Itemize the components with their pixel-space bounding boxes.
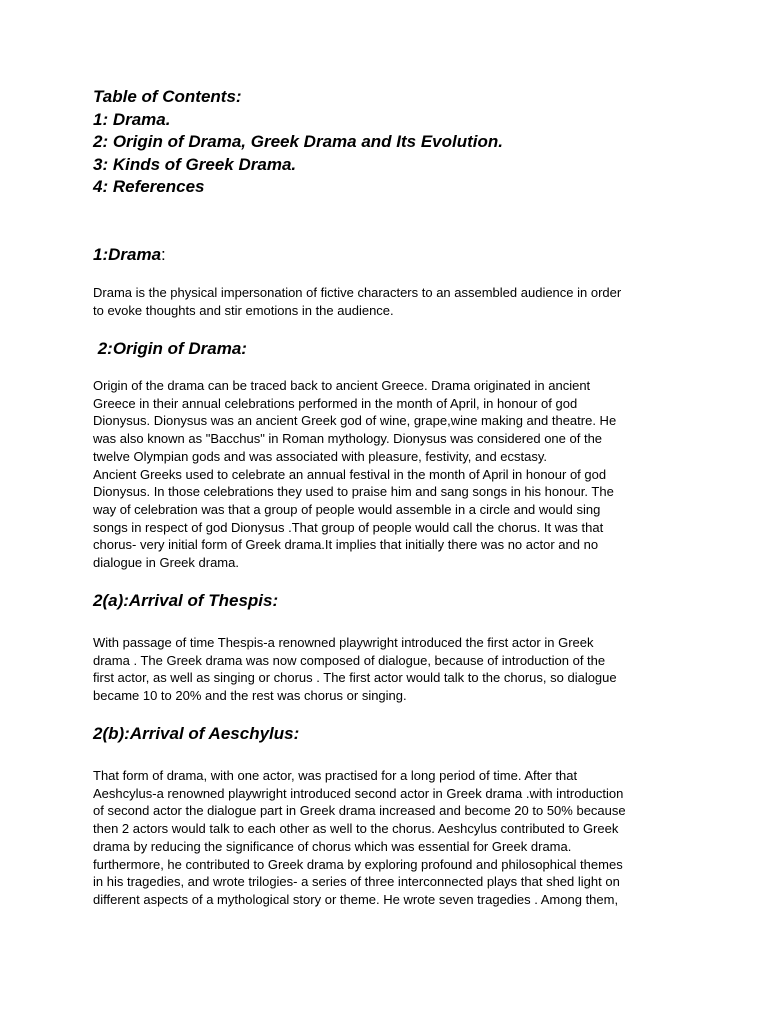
heading-text: 1:Drama bbox=[93, 245, 162, 264]
text-line: dialogue in Greek drama. bbox=[93, 555, 239, 571]
section-heading-drama bbox=[93, 244, 166, 266]
section-heading-aeschylus: 2(b):Arrival of Aeschylus: bbox=[93, 724, 300, 743]
toc-title: Table of Contents: bbox=[93, 87, 242, 106]
toc-item: 4: References bbox=[93, 177, 205, 196]
paragraph-drama bbox=[93, 284, 683, 319]
text-line: Drama is the physical impersonation of fictive characters to an assembled audience in order bbox=[93, 285, 622, 300]
text-line: Origin of the drama can be traced back to ancient Greece. Drama originated in ancient bbox=[93, 378, 591, 393]
text-line: then 2 actors would talk to each other as well to the chorus. Aeshcylus contributed to Greek bbox=[93, 821, 619, 837]
paragraph-origin bbox=[93, 377, 683, 572]
heading-colon: : bbox=[161, 245, 166, 264]
section-heading-origin: 2:Origin of Drama: bbox=[93, 339, 247, 358]
text-line: That form of drama, with one actor, was practised for a long period of time. After that bbox=[93, 768, 578, 783]
text-line: was also known as "Bacchus" in Roman mythology. Dionysus was considered one of the bbox=[93, 431, 603, 447]
text-line: With passage of time Thespis-a renowned playwright introduced the first actor in Greek bbox=[93, 635, 594, 650]
text-line: first actor, as well as singing or chorus . The first actor would talk to the chorus, so dialogue bbox=[93, 670, 617, 686]
text-line: became 10 to 20% and the rest was chorus or singing. bbox=[93, 688, 407, 704]
text-line: Aeshcylus-a renowned playwright introduced second actor in Greek drama .with introduction bbox=[93, 785, 624, 801]
toc-item: 2: Origin of Drama, Greek Drama and Its Evolution. bbox=[93, 132, 503, 151]
text-line: twelve Olympian gods and was associated with pleasure, festivity, and ecstasy. bbox=[93, 448, 548, 464]
text-line: Dionysus. In those celebrations they used to praise him and sang songs in his honour. The bbox=[93, 484, 614, 500]
text-line: in his tragedies, and wrote trilogies- a series of three interconnected plays that shed light on bbox=[93, 874, 620, 890]
text-line: drama . The Greek drama was now composed of dialogue, because of introduction of the bbox=[93, 652, 606, 668]
toc-item: 1: Drama. bbox=[93, 109, 171, 129]
text-line: Ancient Greeks used to celebrate an annual festival in the month of April in honour of god bbox=[93, 466, 607, 482]
text-line: different aspects of a mythological story or theme. He wrote seven tragedies . Among them, bbox=[93, 891, 619, 907]
text-line: way of celebration was that a group of people would assemble in a circle and would sing bbox=[93, 501, 601, 517]
paragraph-thespis bbox=[93, 634, 683, 705]
toc-item: 3: Kinds of Greek Drama. bbox=[93, 154, 297, 174]
table-of-contents bbox=[93, 86, 503, 199]
text-line: drama by reducing the significance of chorus which was essential for Greek drama. bbox=[93, 838, 572, 854]
text-line: to evoke thoughts and stir emotions in the audience. bbox=[93, 302, 394, 318]
text-line: chorus- very initial form of Greek drama.It implies that initially there was no actor and no bbox=[93, 537, 599, 553]
text-line: Greece in their annual celebrations performed in the month of April, in honour of god bbox=[93, 395, 578, 411]
text-line: of second actor the dialogue part in Greek drama increased and become 20 to 50% because bbox=[93, 803, 626, 819]
text-line: songs in respect of god Dionysus .That group of people would call the chorus. It was that bbox=[93, 519, 604, 535]
section-heading-thespis: 2(a):Arrival of Thespis: bbox=[93, 591, 279, 610]
text-line: Dionysus. Dionysus was an ancient Greek god of wine, grape,wine making and theatre. He bbox=[93, 413, 617, 429]
text-line: furthermore, he contributed to Greek drama by exploring profound and philosophical themes bbox=[93, 856, 623, 872]
paragraph-aeschylus bbox=[93, 767, 683, 909]
